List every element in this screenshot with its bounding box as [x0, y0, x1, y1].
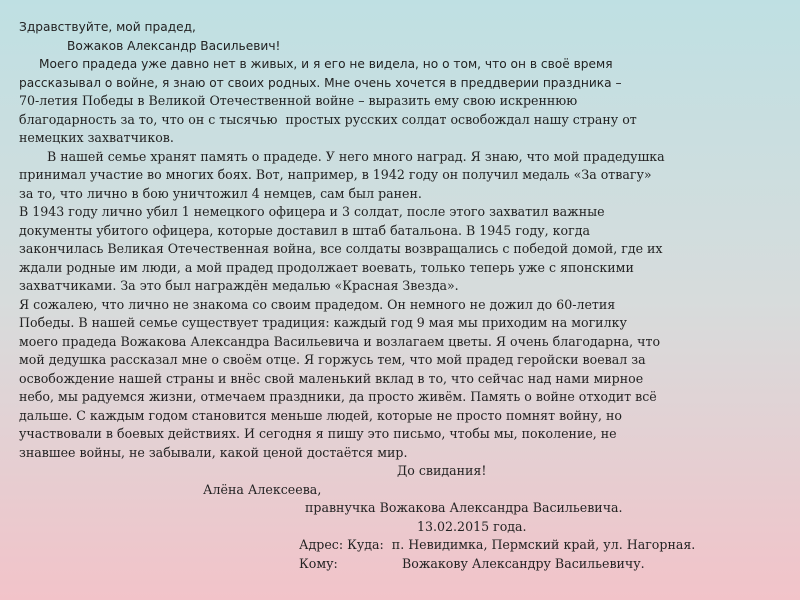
para2-line: В нашей семье хранят память о прадеде. У него много наград. Я знаю, что мой прадедушка	[47, 148, 665, 164]
letter-date: 13.02.2015 года.	[417, 518, 527, 534]
para4-line: Победы. В нашей семье существует традиция: каждый год 9 мая мы приходим на могилку	[19, 315, 627, 330]
address-line	[19, 536, 787, 555]
para3-line: В 1943 году лично убил 1 немецкого офицера и 3 солдат, после этого захватил важные	[19, 204, 605, 219]
para1-line: рассказывал о войне, я знаю от своих родных. Мне очень хочется в преддверии праздника –	[19, 75, 622, 90]
recipient-line	[19, 555, 787, 574]
address-value: п. Невидимка, Пермский край, ул. Нагорная.	[391, 537, 696, 552]
para4-line: освобождение нашей страны и внёс свой маленький вклад в то, что сейчас над нами мирное	[19, 370, 644, 386]
signature-relation: правнучка Вожакова Александра Васильевича.	[305, 500, 623, 515]
para4-line: знавшее войны, не забывали, какой ценой достаётся мир.	[19, 444, 408, 460]
para4-line: мой дедушка рассказал мне о своём отце. Я горжусь тем, что мой прадед геройски воевал за	[19, 352, 646, 367]
para3-line: захватчиками. За это был награждён медалью «Красная Звезда».	[19, 278, 459, 293]
para4-line: моего прадеда Вожакова Александра Васильевича и возлагаем цветы. Я очень благодарна, что	[19, 333, 661, 349]
para1-line: благодарность за то, что он с тысячью простых русских солдат освобождал нашу страну от	[19, 111, 637, 127]
addressee: Вожаков Александр Васильевич!	[67, 38, 281, 53]
farewell: До свидания!	[397, 463, 487, 478]
address-label: Адрес: Куда:	[299, 537, 384, 552]
signature-name: Алёна Алексеева,	[203, 481, 322, 497]
para4-line: Я сожалею, что лично не знакома со своим прадедом. Он немного не дожил до 60-летия	[19, 296, 616, 312]
recipient-label: Кому:	[299, 555, 338, 571]
para2-line: за то, что лично в бою уничтожил 4 немцев, сам был ранен.	[19, 185, 422, 201]
para1-line: Моего прадеда уже давно нет в живых, и я его не видела, но о том, что он в своё время	[39, 57, 613, 71]
para4-line: участвовали в боевых действиях. И сегодня я пишу это письмо, чтобы мы, поколение, не	[19, 426, 617, 441]
greeting: Здравствуйте, мой прадед,	[19, 20, 196, 34]
para1-line: 70-летия Победы в Великой Отечественной войне – выразить ему свою искреннюю	[19, 93, 578, 108]
para2-line: принимал участие во многих боях. Вот, например, в 1942 году он получил медаль «За отвагу»	[19, 167, 652, 182]
para3-line: закончилась Великая Отечественная война, все солдаты возвращались с победой домой, где их	[19, 241, 663, 256]
para4-line: небо, мы радуемся жизни, отмечаем праздники, да просто живём. Память о войне отходит всё	[19, 389, 657, 404]
recipient-value: Вожакову Александру Васильевичу.	[402, 555, 645, 571]
letter-body	[19, 18, 787, 573]
para4-line: дальше. С каждым годом становится меньше людей, которые не просто помнят войну, но	[19, 407, 622, 423]
para3-line: документы убитого офицера, которые доставил в штаб батальона. В 1945 году, когда	[19, 222, 590, 238]
para1-line: немецких захватчиков.	[19, 130, 174, 145]
para3-line: ждали родные им люди, а мой прадед продолжает воевать, только теперь уже с японскими	[19, 259, 634, 275]
